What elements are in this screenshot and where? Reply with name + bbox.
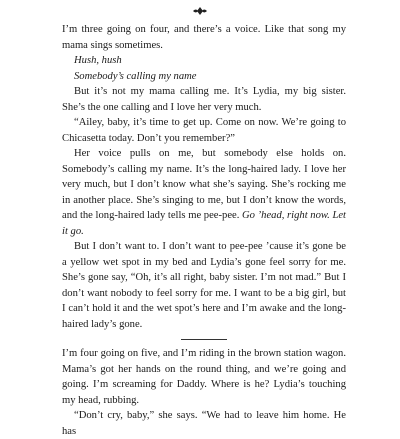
paragraph: I’m three going on four, and there’s a voice. Like that song my mama sings sometimes.: [62, 24, 346, 51]
paragraph: But I don’t want to. I don’t want to pee-pee ’cause it’s gone be a yellow wet spot in my bed and Lydia’s gone feel sorry for me. She’s gone say, “Oh, it’s all right, baby sister. I’m not mad.” But I don’t want nobody to feel sorry for me. I want to be a big girl, but I can’t hold it and the wet spot’s here and I’m awake and the long-haired lady’s gone.: [62, 241, 346, 330]
paragraph: “Don’t cry, baby,” she says. “We had to leave him home. He has: [62, 410, 346, 437]
paragraph: “Ailey, baby, it’s time to get up. Come on now. We’re going to Chicasetta today. Don’t you remember?”: [62, 117, 346, 144]
ornament-icon: [0, 7, 400, 17]
paragraph: I’m four going on five, and I’m riding in the brown station wagon. Mama’s got her hands on the round thing, and we’re going and going. I’m screaming for Daddy. Where is he? Lydia’s touching my head, rubbing.: [62, 348, 346, 406]
paragraph-text: Her voice pulls on me, but somebody else holds on. Somebody’s calling my name. It’s the long-haired lady. I love her very much, but I don’t know what she’s saying. She’s rocking me in another place. She’s singing to me, but I don’t know the words, and the long-haired lady tells me pee-pee.: [62, 148, 346, 221]
song-line: Hush, hush: [74, 55, 122, 66]
paragraph: [62, 146, 346, 239]
italic-phrase: Go ’head, right now. Let it go.: [62, 210, 347, 237]
body-text: [62, 22, 346, 439]
paragraph: But it’s not my mama calling me. It’s Lydia, my big sister. She’s the one calling and I love her very much.: [62, 86, 346, 113]
section-divider: [62, 332, 346, 346]
song-line: Somebody’s calling my name: [74, 70, 197, 82]
